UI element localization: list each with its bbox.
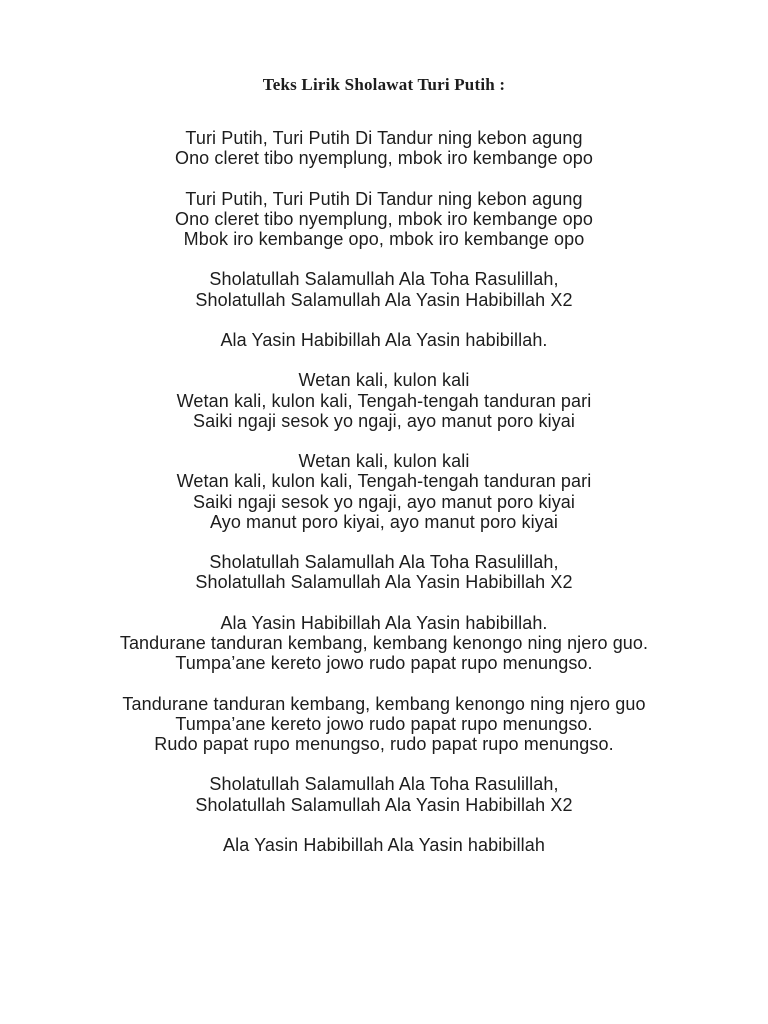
- lyrics-line: Tumpa’ane kereto jowo rudo papat rupo menungso.: [175, 713, 593, 734]
- lyrics-stanza: [0, 189, 768, 250]
- lyrics-stanza: [0, 330, 768, 350]
- lyrics-line: Ala Yasin Habibillah Ala Yasin habibillah.: [220, 612, 548, 633]
- lyrics-line: Ayo manut poro kiyai, ayo manut poro kiyai: [209, 511, 559, 532]
- lyrics-stanza: [0, 694, 768, 755]
- lyrics-line: Wetan kali, kulon kali: [298, 370, 470, 391]
- lyrics-stanza: [0, 552, 768, 592]
- lyrics-line: Saiki ngaji sesok yo ngaji, ayo manut poro kiyai: [193, 491, 575, 512]
- lyrics-line: Mbok iro kembange opo, mbok iro kembange opo: [183, 229, 585, 249]
- page-title: Teks Lirik Sholawat Turi Putih :: [262, 75, 506, 94]
- lyrics-line: Sholatullah Salamullah Ala Yasin Habibillah X2: [195, 572, 573, 593]
- lyrics-line: Wetan kali, kulon kali, Tengah-tengah tanduran pari: [176, 471, 592, 492]
- lyrics-line: Wetan kali, kulon kali, Tengah-tengah tanduran pari: [176, 390, 592, 411]
- lyrics-line: Sholatullah Salamullah Ala Yasin Habibillah X2: [195, 794, 573, 815]
- lyrics-stanza: [0, 128, 768, 168]
- lyrics-stanza: [0, 774, 768, 814]
- lyrics-line: Tumpa’ane kereto jowo rudo papat rupo menungso.: [175, 653, 593, 674]
- lyrics-line: Tandurane tanduran kembang, kembang kenongo ning njero guo.: [119, 632, 649, 653]
- lyrics-line: Sholatullah Salamullah Ala Toha Rasulillah,: [209, 552, 559, 573]
- lyrics-stanza: [0, 370, 768, 431]
- lyrics-line: Saiki ngaji sesok yo ngaji, ayo manut poro kiyai: [193, 410, 575, 431]
- lyrics-line: Wetan kali, kulon kali: [298, 451, 470, 472]
- lyrics-stanza: [0, 269, 768, 309]
- lyrics-line: Ono cleret tibo nyemplung, mbok iro kembange opo: [174, 148, 594, 169]
- lyrics-line: Rudo papat rupo menungso, rudo papat rupo menungso.: [154, 733, 614, 754]
- lyrics-body: [0, 128, 768, 855]
- lyrics-stanza: [0, 613, 768, 674]
- lyrics-line: Sholatullah Salamullah Ala Yasin Habibillah X2: [195, 289, 573, 310]
- lyrics-line: Tandurane tanduran kembang, kembang kenongo ning njero guo: [122, 693, 646, 714]
- lyrics-line: Ono cleret tibo nyemplung, mbok iro kembange opo: [174, 208, 594, 229]
- lyrics-line: Ala Yasin Habibillah Ala Yasin habibillah: [223, 834, 545, 855]
- lyrics-line: Turi Putih, Turi Putih Di Tandur ning kebon agung: [185, 188, 583, 209]
- lyrics-stanza: [0, 835, 768, 855]
- lyrics-stanza: [0, 451, 768, 532]
- lyrics-line: Turi Putih, Turi Putih Di Tandur ning kebon agung: [185, 128, 583, 148]
- lyrics-line: Sholatullah Salamullah Ala Toha Rasulillah,: [209, 774, 559, 795]
- lyrics-line: Sholatullah Salamullah Ala Toha Rasulillah,: [209, 269, 559, 290]
- lyrics-line: Ala Yasin Habibillah Ala Yasin habibillah.: [220, 329, 548, 350]
